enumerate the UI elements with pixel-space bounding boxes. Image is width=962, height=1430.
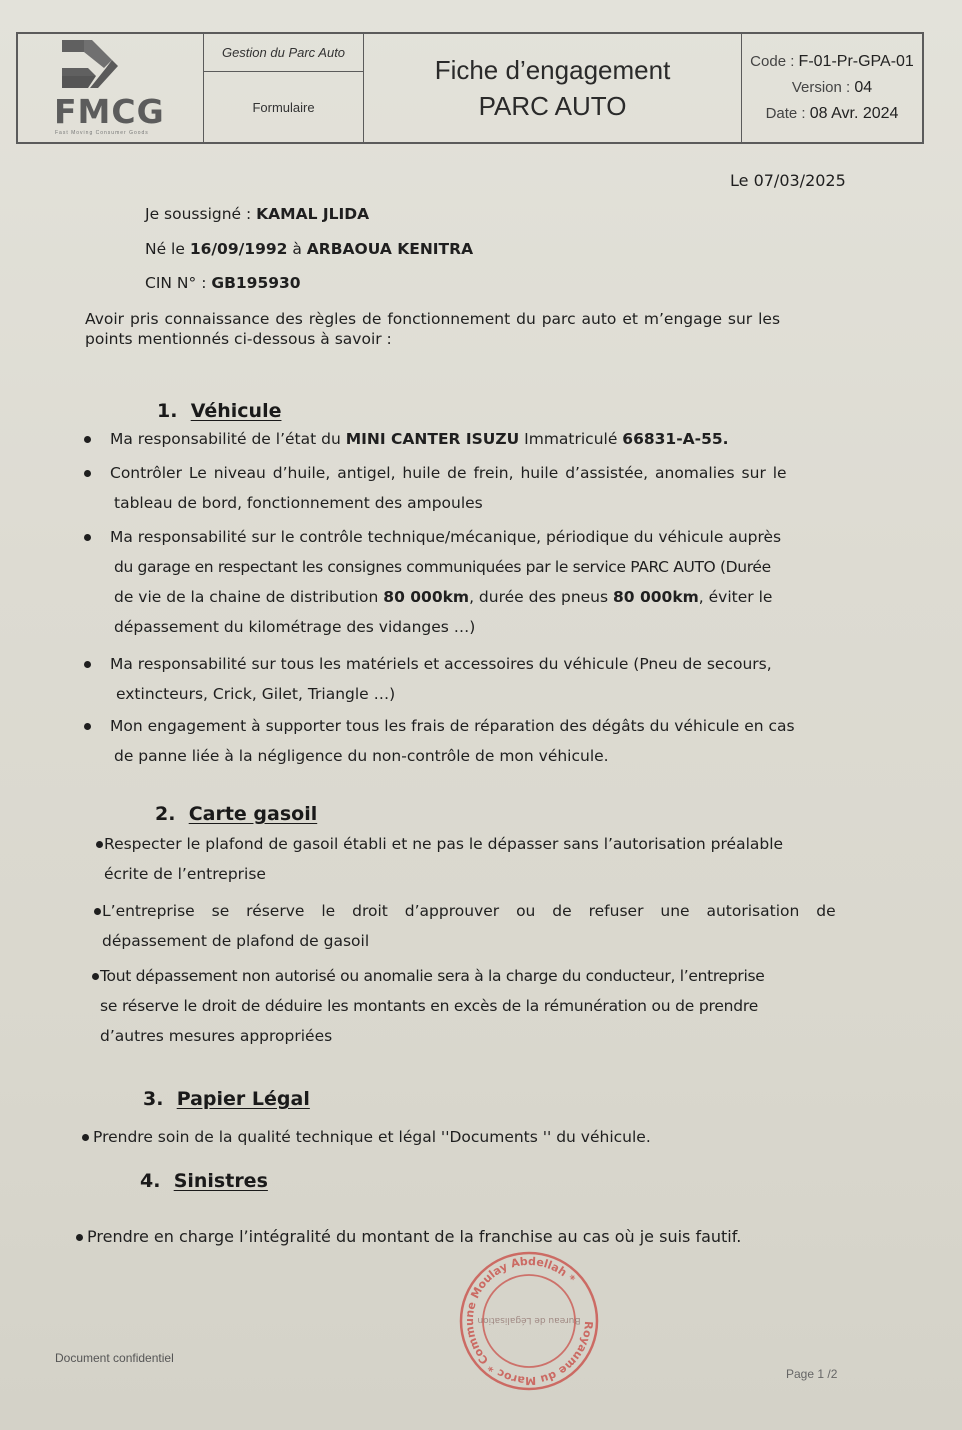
list-item	[104, 829, 858, 889]
item-line: tableau de bord, fonctionnement des ampoules	[114, 494, 483, 512]
legalization-stamp	[458, 1250, 600, 1392]
intro-line-1: Avoir pris connaissance des règles de fonctionnement du parc auto et m’engage sur les	[85, 310, 781, 328]
bullet-icon	[96, 841, 103, 848]
bullet-icon	[84, 534, 91, 541]
code-label: Code :	[750, 53, 799, 70]
title-line-1: Fiche d’engagement	[434, 55, 671, 85]
section-number: 4.	[140, 1170, 161, 1192]
item-line: dépassement du kilométrage des vidanges …)	[114, 618, 476, 636]
title-line-2: PARC AUTO	[478, 91, 627, 121]
bullet-icon	[92, 973, 99, 980]
distribution-km: 80 000km	[383, 588, 470, 606]
footer-page-number: Page 1 /2	[786, 1367, 838, 1381]
logo-wordmark: FMCG	[54, 92, 165, 131]
list-item	[100, 961, 858, 1051]
item-line: extincteurs, Crick, Gilet, Triangle …)	[116, 685, 396, 703]
identity-name	[145, 205, 369, 223]
header-department-cell	[204, 34, 364, 142]
intro-line-2: points mentionnés ci-dessous à savoir :	[85, 330, 392, 348]
item-line	[110, 582, 858, 612]
list-item	[110, 649, 858, 709]
item-text: Immatriculé	[519, 430, 623, 448]
date-label: Date :	[765, 105, 810, 122]
department-label: Gestion du Parc Auto	[204, 34, 363, 72]
section-heading-carte-gasoil	[155, 803, 317, 825]
list-item	[93, 1122, 853, 1152]
item-line: Contrôler Le niveau d’huile, antigel, huile de frein, huile d’assistée, anomalies sur le	[110, 464, 787, 482]
born-date: 16/09/1992	[189, 240, 288, 258]
item-line: écrite de l’entreprise	[104, 865, 266, 883]
section-title: Sinistres	[173, 1170, 268, 1192]
item-line: Prendre soin de la qualité technique et légal ''Documents '' du véhicule.	[93, 1128, 651, 1146]
document-meta	[742, 34, 922, 142]
section-title: Carte gasoil	[188, 803, 318, 825]
item-line: L’entreprise se réserve le droit d’approuver ou de refuser une autorisation de	[102, 902, 836, 920]
vehicle-plate: 66831-A-55.	[622, 430, 729, 448]
section-title: Véhicule	[190, 400, 282, 422]
vehicle-model: MINI CANTER ISUZU	[345, 430, 520, 448]
cin-value: GB195930	[211, 274, 301, 292]
section-number: 2.	[155, 803, 176, 825]
document-title	[364, 34, 742, 142]
stamp-inner-text: Bureau de Légalisation	[477, 1315, 581, 1325]
logo-arrow-icon	[48, 38, 128, 94]
tire-km: 80 000km	[613, 588, 699, 606]
section-heading-vehicule	[157, 400, 281, 422]
born-place: ARBAOUA KENITRA	[306, 240, 474, 258]
item-line: Prendre en charge l’intégralité du montant de la franchise au cas où je suis fautif.	[87, 1227, 742, 1246]
bullet-icon	[84, 470, 91, 477]
item-text: Ma responsabilité de l’état du	[110, 430, 346, 448]
section-number: 1.	[157, 400, 178, 422]
list-item	[102, 896, 858, 956]
identity-cin	[145, 274, 301, 292]
section-heading-papier-legal	[143, 1088, 310, 1110]
cin-label: CIN N° :	[145, 274, 212, 292]
name-label: Je soussigné :	[145, 205, 257, 223]
list-item	[110, 522, 858, 642]
item-line: d’autres mesures appropriées	[100, 1027, 333, 1045]
bullet-icon	[84, 723, 91, 730]
item-text: , durée des pneus	[469, 588, 614, 606]
date-row	[766, 101, 899, 127]
born-at: à	[287, 240, 307, 258]
section-heading-sinistres	[140, 1170, 268, 1192]
item-line: du garage en respectant les consignes communiquées par le service PARC AUTO (Durée	[114, 558, 771, 576]
list-item	[87, 1222, 857, 1252]
section-number: 3.	[143, 1088, 164, 1110]
bullet-icon	[84, 436, 91, 443]
company-logo	[18, 34, 204, 142]
version-value: 04	[854, 79, 873, 96]
stamp-outer-text: Royaume du Maroc * Commune Moulay Abdellah *	[462, 1254, 596, 1388]
version-row	[792, 75, 872, 101]
logo-subtitle: Fast Moving Consumer Goods	[55, 130, 149, 136]
item-line: Respecter le plafond de gasoil établi et ne pas le dépasser sans l’autorisation préalable	[104, 835, 784, 853]
code-row	[750, 49, 914, 75]
doc-type-label: Formulaire	[252, 99, 315, 115]
item-line: dépassement de plafond de gasoil	[102, 932, 370, 950]
item-text: , éviter le	[698, 588, 773, 606]
name-value: KAMAL JLIDA	[256, 205, 370, 223]
list-item	[110, 711, 858, 771]
section-title: Papier Légal	[176, 1088, 310, 1110]
bullet-icon	[84, 661, 91, 668]
document-header-table	[16, 32, 924, 144]
item-line: se réserve le droit de déduire les montants en excès de la rémunération ou de prendre	[100, 997, 759, 1015]
bullet-icon	[82, 1134, 89, 1141]
date-value: 08 Avr. 2024	[809, 105, 899, 122]
item-line: Ma responsabilité sur le contrôle technique/mécanique, périodique du véhicule auprès	[110, 528, 782, 546]
bullet-icon	[76, 1234, 83, 1241]
item-line: Ma responsabilité sur tous les matériels et accessoires du véhicule (Pneu de secours,	[110, 655, 772, 673]
item-text: de vie de la chaine de distribution	[114, 588, 384, 606]
item-line: de panne liée à la négligence du non-contrôle de mon véhicule.	[114, 747, 609, 765]
item-line: Tout dépassement non autorisé ou anomalie sera à la charge du conducteur, l’entreprise	[100, 967, 765, 985]
list-item	[110, 424, 870, 454]
signature-date: Le 07/03/2025	[730, 171, 846, 190]
version-label: Version :	[791, 79, 855, 96]
bullet-icon	[94, 908, 101, 915]
code-value: F-01-Pr-GPA-01	[798, 53, 914, 70]
list-item	[110, 458, 858, 518]
footer-confidential: Document confidentiel	[55, 1351, 174, 1365]
identity-birth	[145, 240, 473, 258]
item-line: Mon engagement à supporter tous les frais de réparation des dégâts du véhicule en cas	[110, 717, 795, 735]
born-label: Né le	[145, 240, 190, 258]
